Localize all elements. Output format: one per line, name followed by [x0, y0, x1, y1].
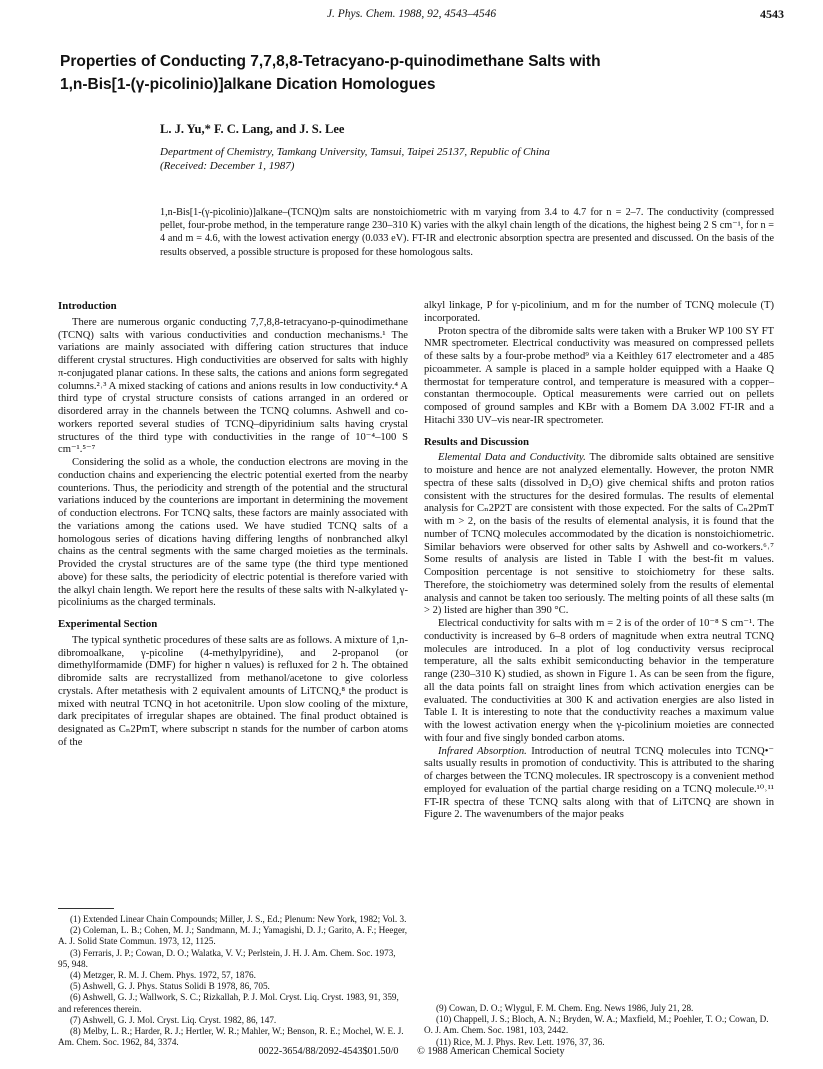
affiliation: [160, 145, 550, 173]
introduction-heading: Introduction: [58, 300, 117, 312]
authors: L. J. Yu,* F. C. Lang, and J. S. Lee: [160, 122, 345, 136]
introduction-paragraph: Considering the solid as a whole, the conduction electrons are moving in the conduction chains and experiencing the electric potential exerted from the nearby counterions. Thus, the periodicity and strength of the potential and the structural variations induced by the counterions are important in determining the movement of conduction electrons. For TCNQ salts, these factors are mainly associated with the variations among the cations used. We have studied TCNQ salts of a homologous series of dications having differing lengths of nonbranched alkyl chains as the central segments with the same charged moieties as the terminals. Provided the crystal structures are of the same type (the third type mentioned above) for these salts, the periodicity of electric potential is therefore varied with the alkyl chain length. We report here the results of these salts with N-alkylated γ-picoliniums as the charged terminals.: [58, 457, 408, 609]
experimental-heading: Experimental Section: [58, 618, 158, 630]
conductivity-paragraph: Electrical conductivity for salts with m = 2 is of the order of 10⁻⁸ S cm⁻¹. The conductivity is increased by 6–8 orders of magnitude when extra neutral TCNQ molecules are introduced. In a plot of log conductivity versus reciprocal temperature, all the salts exhibit semiconducting behavior in the temperature range (230–310 K) studied, as shown in Figure 1. As can be seen from the figure, all the data points fall on straight lines from which activation energies can be evaluated. The conductivities at 300 K and activation energies are also listed in Table I. It is interesting to note that the conductivity reaches a maximum value with the lowest activation energy when the γ-picolinium moieties are connected with four and five singly bonded carbon atoms.: [424, 618, 774, 744]
footnote: (3) Ferraris, J. P.; Cowan, D. O.; Walatka, V. V.; Perlstein, J. H. J. Am. Chem. Soc. 1973, 95, 948.: [58, 947, 396, 969]
left-column: [58, 300, 408, 750]
results-heading: Results and Discussion: [424, 435, 530, 448]
affiliation-department: Department of Chemistry, Tamkang University, Tamsui, Taipei 25137, Republic of China: [160, 146, 550, 158]
infrared-text: Introduction of neutral TCNQ molecules into TCNQ•⁻ salts usually results in promotion of conductivity. This is attributed to the sharing of charges between the TCNQ molecules. IR spectroscopy is a convenient method employed for evaluation of the partial charge residing on a TCNQ molecule.¹⁰˒¹¹ FT-IR spectra of these TCNQ salts along with that of LiTCNQ are shown in Figure 2. The wavenumbers of the major peaks: [424, 745, 774, 821]
footnote-rule: [58, 908, 114, 909]
footnote: (8) Melby, L. R.; Harder, R. J.; Hertler, W. R.; Mahler, W.; Benson, R. E.; Mochel, W. E. J. Am. Chem. Soc. 1962, 84, 3374.: [58, 1026, 404, 1048]
experimental-continued: alkyl linkage, P for γ-picolinium, and m for the number of TCNQ molecule (T) incorporated.: [424, 300, 774, 324]
experimental-paragraph: The typical synthetic procedures of these salts are as follows. A mixture of 1,n-dibromoalkane, γ-picoline (4-methylpyridine), and 2-propanol (or dimethylformamide (DMF) for higher n values) is refluxed for 2 h. The obtained dibromide salts are recrystallized from methanol/acetone to give colorless crystals. After metathesis with 2 equivalent amounts of LiTCNQ,⁸ the product is mixed with neutral TCNQ in hot acetonitrile. Upon slow cooling of the mixture, dark precipitates of irregular shapes are obtained. The final product obtained is designated as Cₙ2PmT, where subscript n stands for the number of carbon atoms of the: [58, 634, 408, 748]
elemental-text: The dibromide salts obtained are sensitive to moisture and hence are not analyzed elementally. However, the proton NMR spectra of these salts (dissolved in D₂O) give chemical shifts and proton ratios consistent with the structures for the desired formulas. The results of elemental analysis for Cₙ2P2T are consistent with those expected. For the salts of Cₙ2PmT with m > 2, on the basis of the results of elemental analysis, it is found that the number of TCNQ molecules accommodated by the dication is nonstoichiometric. Similar behaviors were observed for other salts by Ashwell and co-workers.⁶˒⁷ Some results of analysis are listed in Table I with the best-fit m values. Composition percentage is not sensitive to stoichiometry for these salts. Therefore, the stoichiometry was determined solely from the results of elemental analysis and cannot be taken too seriously. The melting points of all these salts (m > 2) listed are higher than 390 °C.: [424, 452, 775, 617]
footnotes-left: [58, 908, 408, 1048]
page-number: 4543: [760, 7, 784, 21]
page-footer: [0, 1046, 823, 1057]
abstract: 1,n-Bis[1-(γ-picolinio)]alkane–(TCNQ)m salts are nonstoichiometric with m varying from 3.4 to 4.7 for n = 2–7. The conductivity (compressed pellet, four-probe method, in the temperature range 230–310 K) varies with the alkyl chain length of the dications, the highest being 2 S cm⁻¹, for n = 4 and m = 4.6, with the lowest activation energy (0.033 eV). FT-IR and electronic absorption spectra are presented and discussed. On the basis of the results observed, a possible structure is proposed for these homologous salts.: [160, 207, 774, 258]
footnote: (5) Ashwell, G. J. Phys. Status Solidi B 1978, 86, 705.: [70, 981, 270, 992]
footnote: (1) Extended Linear Chain Compounds; Miller, J. S., Ed.; Plenum: New York, 1982; Vol. 3.: [70, 914, 407, 924]
footnote: (7) Ashwell, G. J. Mol. Cryst. Liq. Cryst. 1982, 86, 147.: [70, 1014, 277, 1025]
elemental-subheading: Elemental Data and Conductivity.: [438, 452, 586, 464]
infrared-paragraph: [424, 746, 774, 823]
title-line-1: Properties of Conducting 7,7,8,8-Tetracyano-p-quinodimethane Salts with: [60, 53, 601, 70]
footnote: (10) Chappell, J. S.; Bloch, A. N.; Bryden, W. A.; Maxfield, M.; Poehler, T. O.; Cowan, D. O. J. Am. Chem. Soc. 1981, 103, 2442.: [424, 1014, 769, 1036]
footnote: (9) Cowan, D. O.; Wlygul, F. M. Chem. Eng. News 1986, July 21, 28.: [436, 1003, 694, 1013]
right-column: [424, 300, 774, 822]
elemental-paragraph: [424, 452, 774, 618]
article-code: 0022-3654/88/2092-4543$01.50/0: [258, 1046, 399, 1057]
footnote: (2) Coleman, L. B.; Cohen, M. J.; Sandmann, M. J.; Yamagishi, D. J.; Garito, A. F.; Heeger, A. J. Solid State Commun. 1973, 12, 1125.: [58, 925, 408, 947]
infrared-subheading: Infrared Absorption.: [438, 745, 527, 757]
footnote: (4) Metzger, R. M. J. Chem. Phys. 1972, 57, 1876.: [70, 970, 256, 981]
received-date: (Received: December 1, 1987): [160, 160, 295, 172]
footnotes-right: [424, 1003, 774, 1048]
article-title: [60, 50, 780, 96]
copyright: © 1988 American Chemical Society: [417, 1046, 565, 1057]
title-line-2: 1,n-Bis[1-(γ-picolinio)]alkane Dication Homologues: [60, 76, 436, 93]
footnote: (6) Ashwell, G. J.; Wallwork, S. C.; Rizkallah, P. J. Mol. Cryst. Liq. Cryst. 1983, 91, 359, and references therein.: [58, 992, 399, 1014]
introduction-paragraph: There are numerous organic conducting 7,7,8,8-tetracyano-p-quinodimethane (TCNQ) salts with various conductivities and conduction mechanisms.¹ The variations are mainly associated with differing cation structures that induce different crystal structures. High conductivities are observed for salts with highly π-conjugated planar cations. In these salts, the cations and anions form segregated columns.²˒³ A mixed stacking of cations and anions results in low conductivity.⁴ A third type of crystal structure consists of cations arranged in an ordered or disordered array in the channels between the TCNQ columns. Ashwell and co-workers reported several studies of TCNQ–dipyridinium salts having crystal structures of the third type with conductivities in the range of 10⁻⁴–100 S cm⁻¹.⁵⁻⁷: [58, 316, 408, 456]
nmr-paragraph: Proton spectra of the dibromide salts were taken with a Bruker WP 100 SY FT NMR spectrometer. Electrical conductivity was measured on compressed pellets of these salts by a four-probe method⁹ via a Keithley 617 electrometer and a 485 picoammeter. A sample is placed in a sample holder equipped with a Haake Q thermostat for temperature control, and temperature is measured with a copper–constantan thermocouple. Optical measurements were carried out on pellets composed of ground samples and KBr with a Bomem DA 3.002 FT-IR and a Hitachi 330 UV–vis near-IR spectrometer.: [424, 325, 774, 426]
journal-header: J. Phys. Chem. 1988, 92, 4543–4546: [326, 8, 497, 20]
footnote: (11) Rice, M. J. Phys. Rev. Lett. 1976, 37, 36.: [436, 1036, 605, 1047]
